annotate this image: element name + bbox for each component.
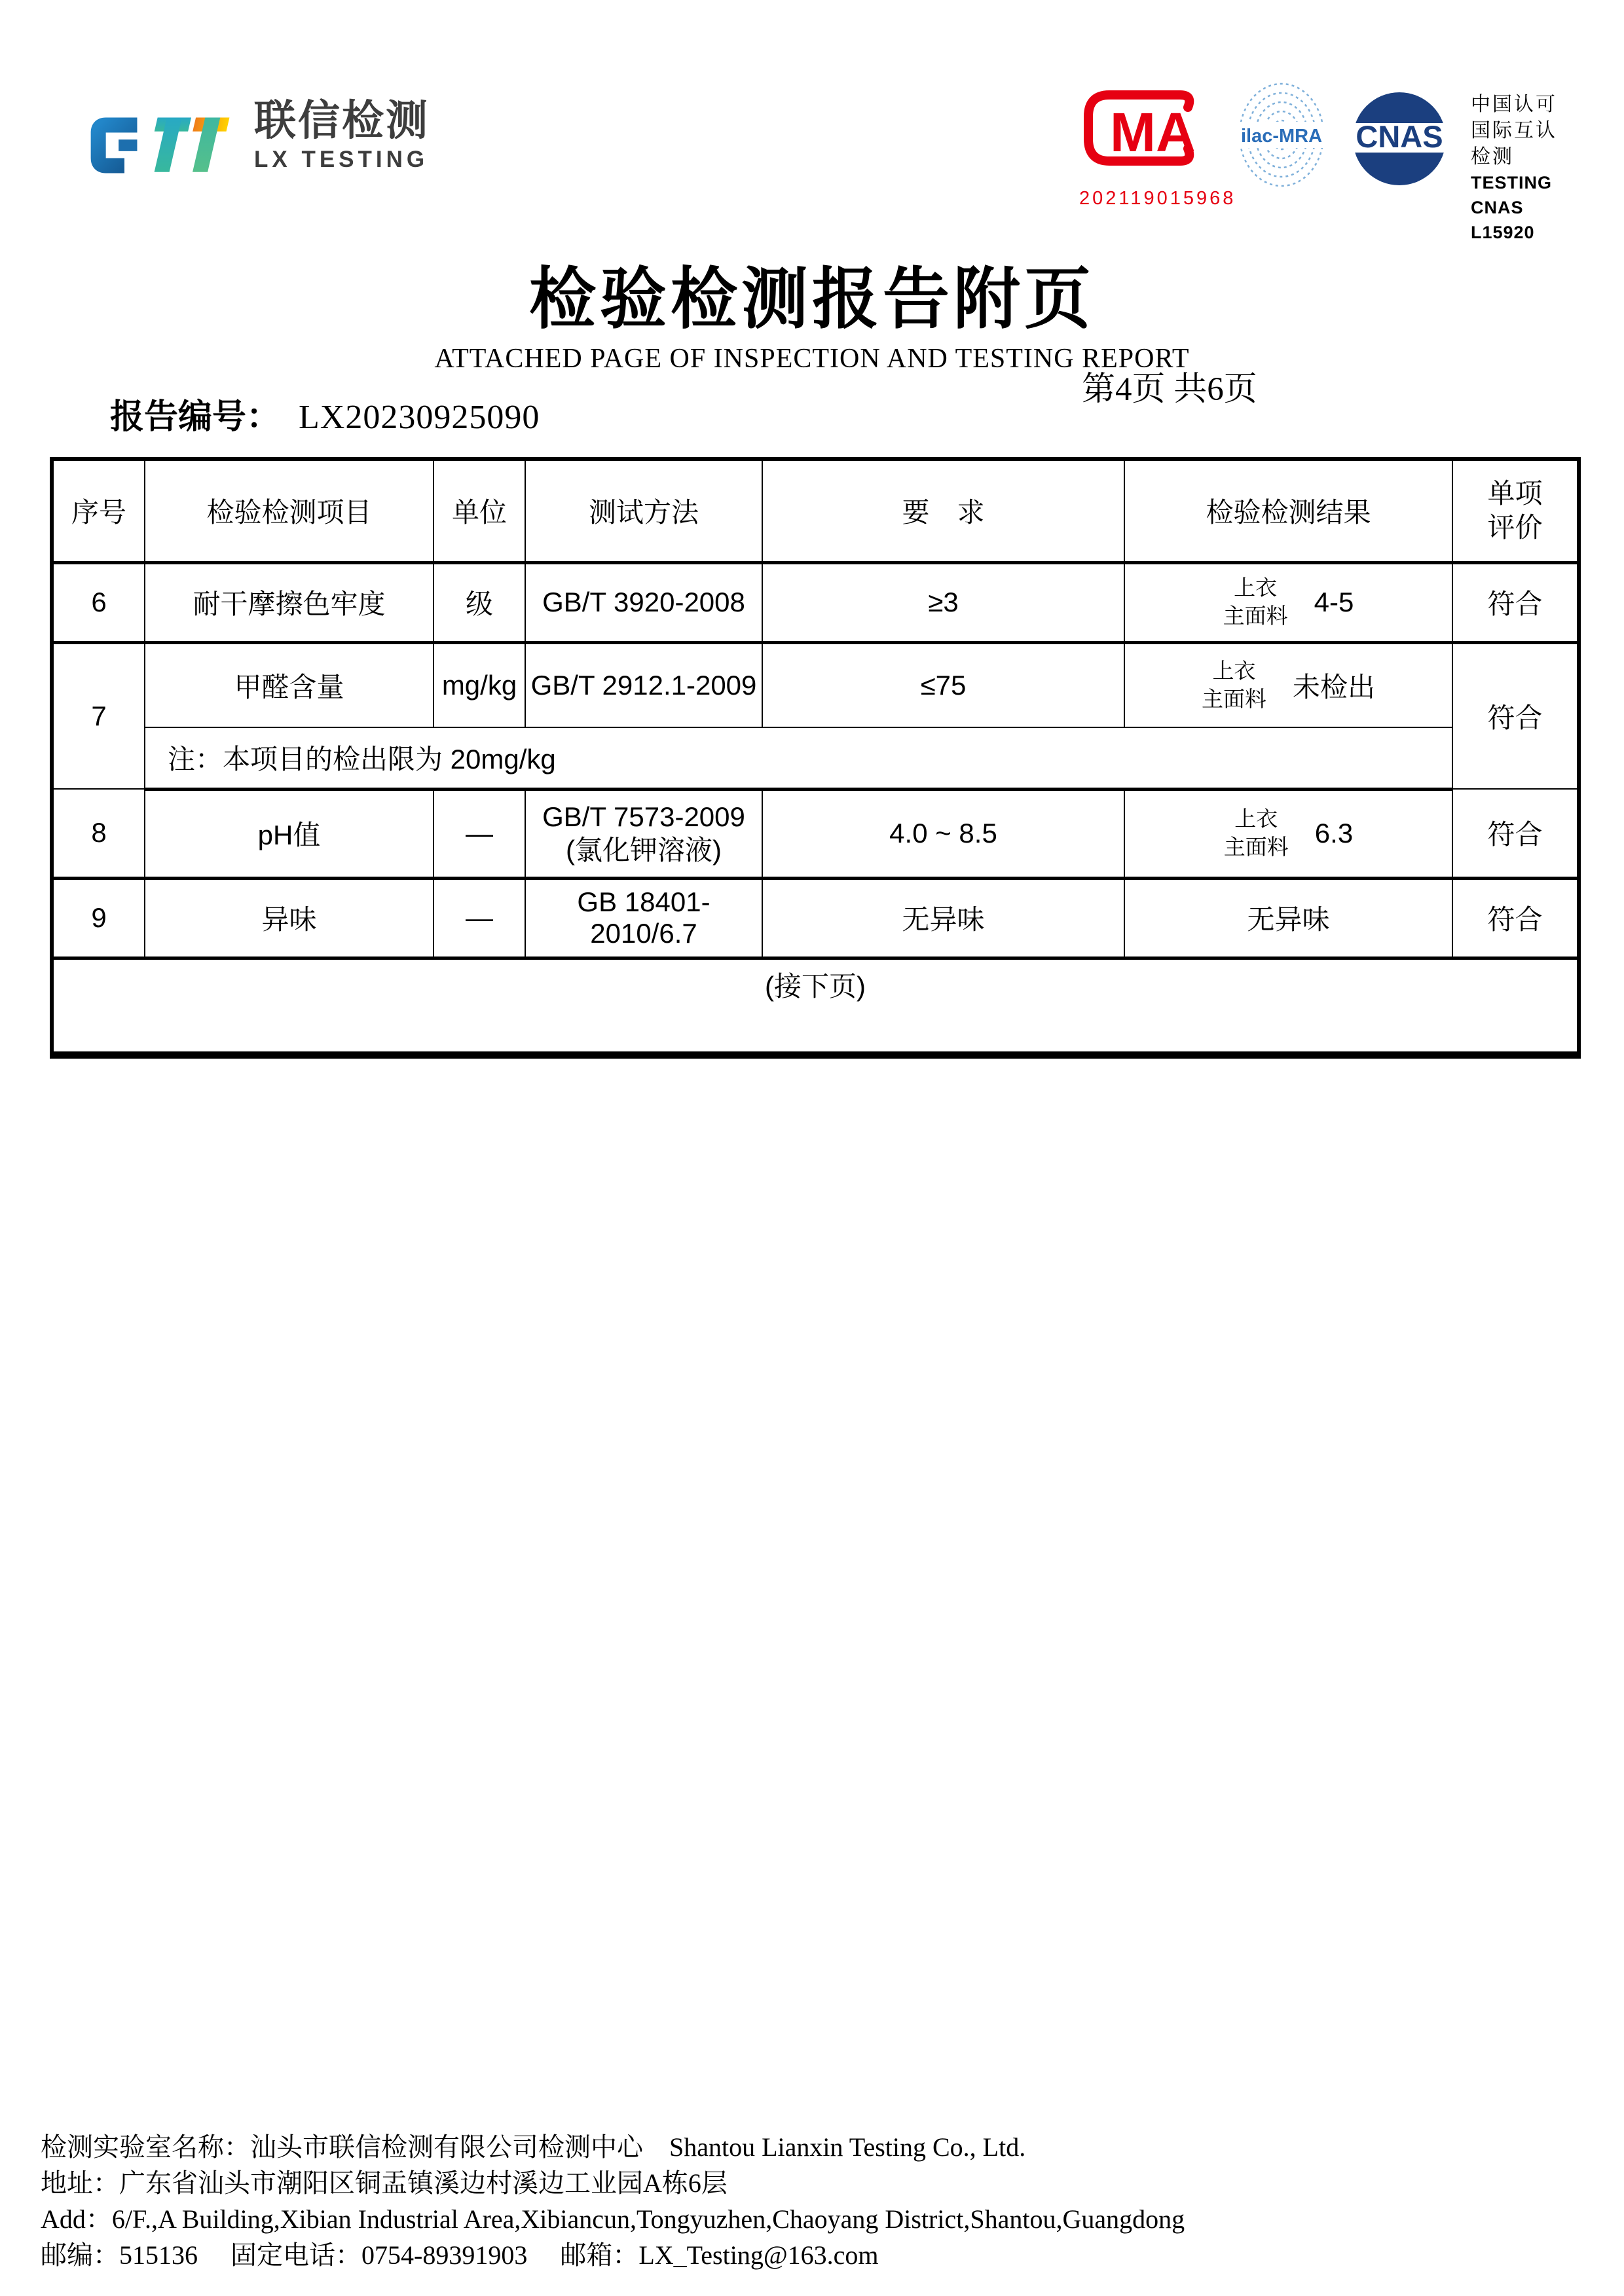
header-result: 检验检测结果 xyxy=(1124,459,1452,562)
result-value: 6.3 xyxy=(1314,818,1354,848)
sample-label: 上衣 主面料 xyxy=(1201,658,1266,711)
brand-name-en: LX TESTING xyxy=(254,147,429,172)
page-title: 检验检测报告附页 xyxy=(529,263,1095,337)
footer-address-cn: 地址：广东省汕头市潮阳区铜盂镇溪边村溪边工业园A栋6层 xyxy=(41,2168,728,2198)
cell-no: 7 xyxy=(52,642,145,789)
report-number xyxy=(110,389,540,438)
accreditation-line: 中国认可 xyxy=(1471,94,1557,115)
cell-evaluation: 符合 xyxy=(1452,789,1579,878)
page-number: 第4页 共6页 xyxy=(1082,371,1257,408)
cell-no: 8 xyxy=(52,789,145,878)
ilac-mra-text: ilac-MRA xyxy=(1240,126,1323,147)
accreditation-line: 国际互认 xyxy=(1471,120,1557,141)
test-results-table xyxy=(50,457,1581,1059)
header-unit: 单位 xyxy=(434,459,525,562)
cell-requirement: ≥3 xyxy=(762,562,1124,642)
cell-method: GB/T 7573-2009 (氯化钾溶液) xyxy=(525,789,762,878)
footer-address-en: Add：6/F.,A Building,Xibian Industrial Area,Xibiancun,Tongyuzhen,Chaoyang District,Shantou,Guangdong xyxy=(41,2204,1185,2234)
table-note-row xyxy=(52,727,1579,789)
cma-icon xyxy=(1079,86,1217,182)
cell-item: 甲醛含量 xyxy=(145,642,434,727)
continuation-note: (接下页) xyxy=(52,958,1579,1055)
brand-logo xyxy=(84,98,430,185)
cnas-text: CNAS xyxy=(1356,119,1443,154)
page-footer xyxy=(41,2129,1185,2273)
cell-result xyxy=(1124,562,1452,642)
cell-result: 无异味 xyxy=(1124,878,1452,958)
cnas-icon xyxy=(1345,90,1454,189)
table-row xyxy=(52,878,1579,958)
footer-lab-name: 检测实验室名称：汕头市联信检测有限公司检测中心 Shantou Lianxin Testing Co., Ltd. xyxy=(41,2132,1026,2162)
cell-item: pH值 xyxy=(145,789,434,878)
cell-evaluation: 符合 xyxy=(1452,878,1579,958)
cnas-mark xyxy=(1345,90,1454,192)
table-row xyxy=(52,789,1579,878)
brand-text xyxy=(254,98,430,173)
cell-item: 耐干摩擦色牢度 xyxy=(145,562,434,642)
table-row xyxy=(52,562,1579,642)
report-number-label: 报告编号： xyxy=(110,399,281,436)
ilac-mra-mark xyxy=(1236,80,1327,193)
cell-no: 6 xyxy=(52,562,145,642)
result-value: 4-5 xyxy=(1314,587,1354,617)
cell-note: 注：本项目的检出限为 20mg/kg xyxy=(145,727,1452,789)
accreditation-text xyxy=(1471,92,1582,245)
table-continuation-row xyxy=(52,958,1579,1055)
accreditation-line: 检测 xyxy=(1471,146,1514,168)
cell-requirement: 4.0 ~ 8.5 xyxy=(762,789,1124,878)
result-value: 未检出 xyxy=(1292,671,1375,702)
cell-result xyxy=(1124,642,1452,727)
cell-unit: 级 xyxy=(434,562,525,642)
header-evaluation: 单项评价 xyxy=(1452,459,1579,562)
sample-label: 上衣 主面料 xyxy=(1223,575,1288,628)
cell-evaluation: 符合 xyxy=(1452,642,1579,789)
report-number-value: LX20230925090 xyxy=(299,399,540,436)
header-requirement: 要 求 xyxy=(762,459,1124,562)
cell-unit: mg/kg xyxy=(434,642,525,727)
brand-name-cn: 联信检测 xyxy=(254,97,430,144)
cell-item: 异味 xyxy=(145,878,434,958)
cell-unit: — xyxy=(434,878,525,958)
page-title-en: ATTACHED PAGE OF INSPECTION AND TESTING REPORT xyxy=(434,344,1190,374)
cell-requirement: 无异味 xyxy=(762,878,1124,958)
header-item: 检验检测项目 xyxy=(145,459,434,562)
header-no: 序号 xyxy=(52,459,145,562)
cell-evaluation: 符合 xyxy=(1452,562,1579,642)
cma-number: 202119015968 xyxy=(1079,188,1236,209)
lx-testing-logo-icon xyxy=(84,106,236,185)
cell-method: GB 18401-2010/6.7 xyxy=(525,878,762,958)
ilac-mra-icon xyxy=(1236,80,1327,190)
cell-method: GB/T 2912.1-2009 xyxy=(525,642,762,727)
cma-letters: MA xyxy=(1110,101,1196,163)
accreditation-line: CNAS L15920 xyxy=(1471,198,1535,242)
cma-mark xyxy=(1079,86,1236,210)
cell-unit: — xyxy=(434,789,525,878)
cell-no: 9 xyxy=(52,878,145,958)
footer-contact: 邮编：515136 固定电话：0754-89391903 邮箱：LX_Testing@163.com xyxy=(41,2240,879,2270)
header-method: 测试方法 xyxy=(525,459,762,562)
cell-requirement: ≤75 xyxy=(762,642,1124,727)
accreditation-line: TESTING xyxy=(1471,173,1553,192)
sample-label: 上衣 主面料 xyxy=(1223,807,1289,859)
certification-marks xyxy=(1079,86,1582,245)
table-header-row xyxy=(52,459,1579,562)
cell-result xyxy=(1124,789,1452,878)
cell-method: GB/T 3920-2008 xyxy=(525,562,762,642)
table-row xyxy=(52,642,1579,727)
